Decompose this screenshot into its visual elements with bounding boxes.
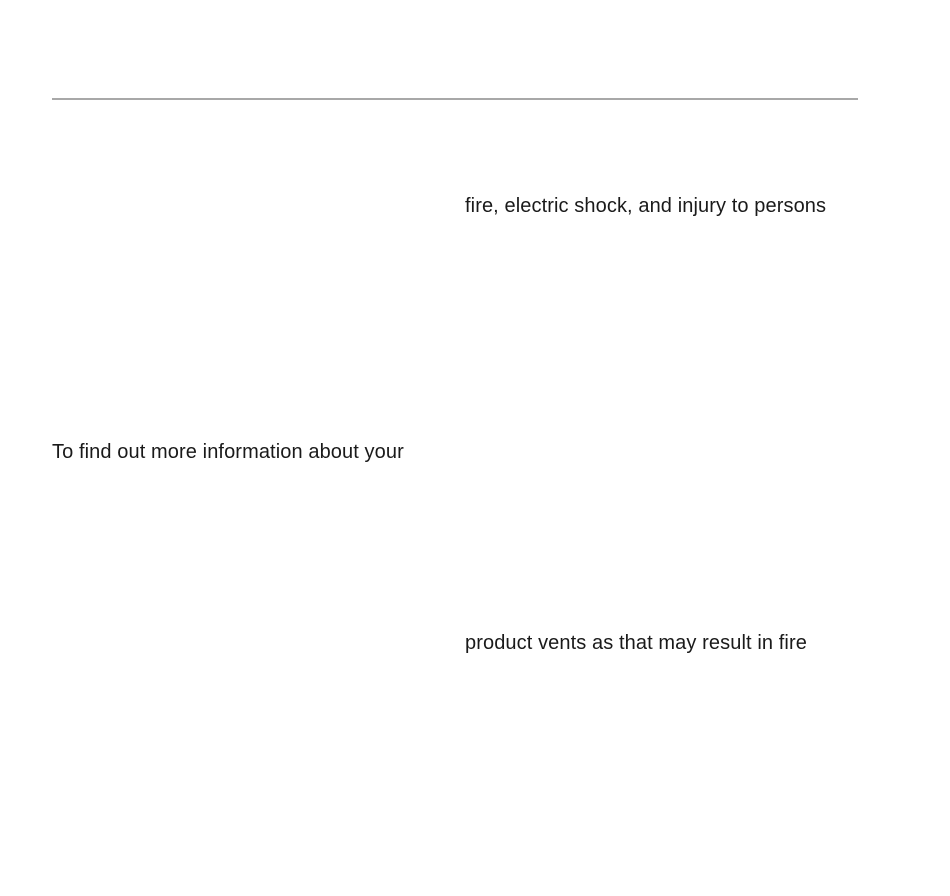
horizontal-divider bbox=[52, 98, 858, 100]
text-line: To find out more information about your bbox=[52, 441, 404, 463]
text-line: product vents as that may result in fire bbox=[465, 632, 807, 654]
text-line: fire, electric shock, and injury to persons bbox=[465, 195, 827, 217]
